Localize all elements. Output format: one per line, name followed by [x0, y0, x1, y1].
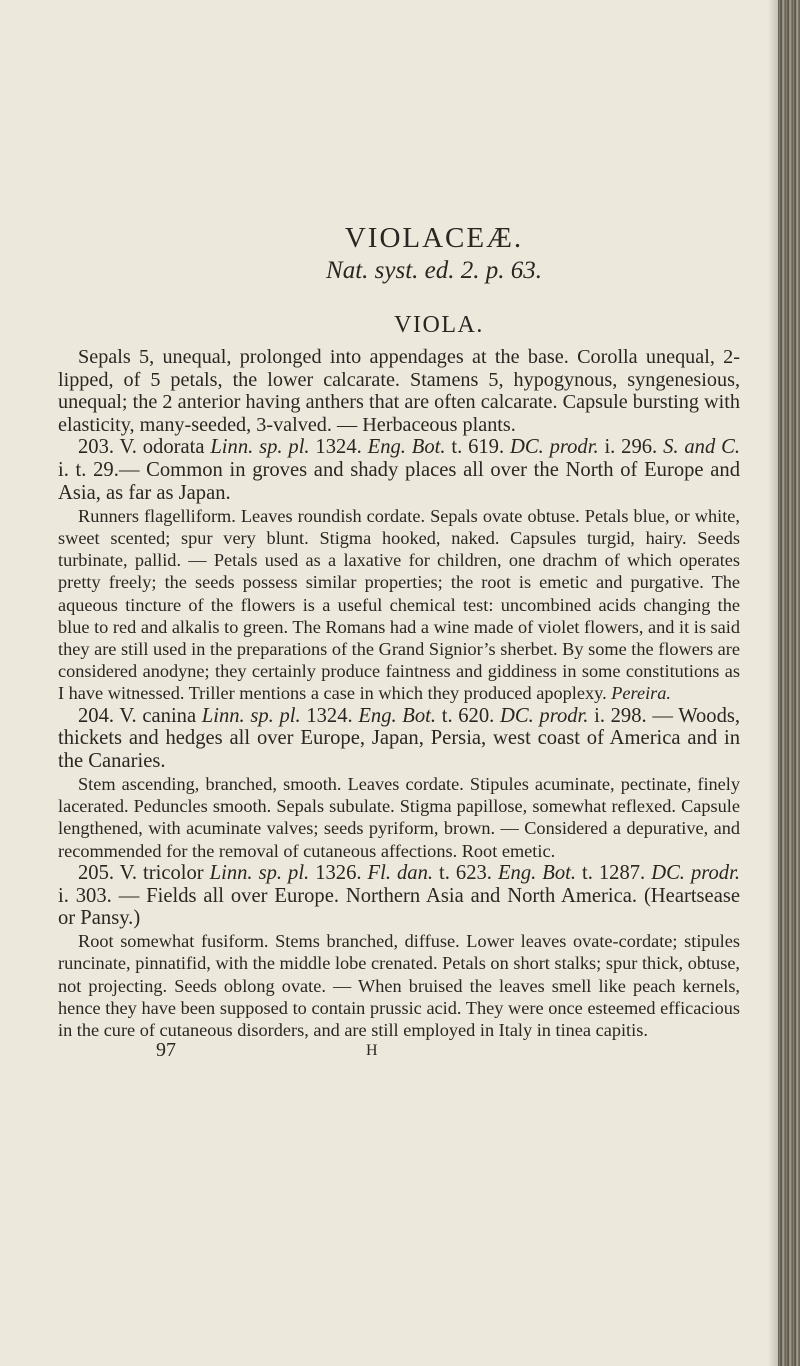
- page-number: 97: [156, 1039, 176, 1062]
- species-entry-odorata: 203. V. odorata Linn. sp. pl. 1324. Eng. Bot. t. 619. DC. prodr. i. 296. S. and C. i. t. 29.— Common in groves and shady places all over the North of Europe and Asia, as far as Japan.: [58, 436, 740, 504]
- signature-mark: H: [366, 1042, 378, 1060]
- species-entry-tricolor: 205. V. tricolor Linn. sp. pl. 1326. Fl. dan. t. 623. Eng. Bot. t. 1287. DC. prodr. i. 303. — Fields all over Europe. Northern Asia and North America. (Heartsease or Pansy.): [58, 861, 740, 930]
- species-entry-canina: 204. V. canina Linn. sp. pl. 1324. Eng. Bot. t. 620. DC. prodr. i. 298. — Woods, thickets and hedges all over Europe, Japan, Persia, west coast of America and in the Canaries.: [58, 704, 741, 773]
- family-title: VIOLACEÆ.: [344, 222, 524, 254]
- genus-title: VIOLA.: [394, 312, 484, 338]
- species-description-tricolor: Root somewhat fusiform. Stems branched, diffuse. Lower leaves ovate-cordate; stipules runcinate, pinnatifid, with the middle lobe crenated. Petals on short stalks; spur thick, obtuse, not projecting. Seeds oblong ovate. — When bruised the leaves smell like peach kernels, hence they have been supposed to contain prussic acid. They were once esteemed efficacious in the cure of cutaneous disorders, and are still employed in Italy in tinea capitis.: [58, 931, 740, 1040]
- page-footer: [58, 1039, 740, 1065]
- species-description-canina: Stem ascending, branched, smooth. Leaves cordate. Stipules acuminate, pectinate, finely lacerated. Peduncles smooth. Sepals subulate. Stigma papillose, somewhat reflexed. Capsule lengthened, with acuminate valves; seeds pyriform, brown. — Considered a depurative, and recommended for the removal of cutaneous affections. Root emetic.: [58, 773, 740, 861]
- page-edges: [778, 0, 800, 1366]
- species-description-odorata: Runners flagelliform. Leaves roundish cordate. Sepals ovate obtuse. Petals blue, or white, sweet scented; spur very blunt. Stigma hooked, naked. Capsules turgid, hairy. Seeds turbinate, pallid. — Petals used as a laxative for children, one drachm of which operates pretty freely; the seeds possess similar properties; the root is emetic and purgative. The aqueous tincture of the flowers is a useful chemical test: uncombined acids changing the blue to red and alkalis to green. The Romans had a wine made of violet flowers, and it is said they are still used in the preparations of the Grand Signior’s sherbet. By some the flowers are considered anodyne; they certainly produce faintness and giddiness in some constitutions as I have witnessed. Triller mentions a case in which they produced apoplexy. Pereira.: [58, 505, 740, 704]
- genus-description: Sepals 5, unequal, prolonged into appendages at the base. Corolla unequal, 2-lipped, of 5 petals, the lower calcarate. Stamens 5, hypogynous, syngenesious, unequal; the 2 anterior having anthers that are often calcarate. Capsule bursting with elasticity, many-seeded, 3-valved. — Herbaceous plants.: [58, 346, 740, 436]
- page-content: [58, 220, 740, 1065]
- family-reference: Nat. syst. ed. 2. p. 63.: [326, 257, 542, 284]
